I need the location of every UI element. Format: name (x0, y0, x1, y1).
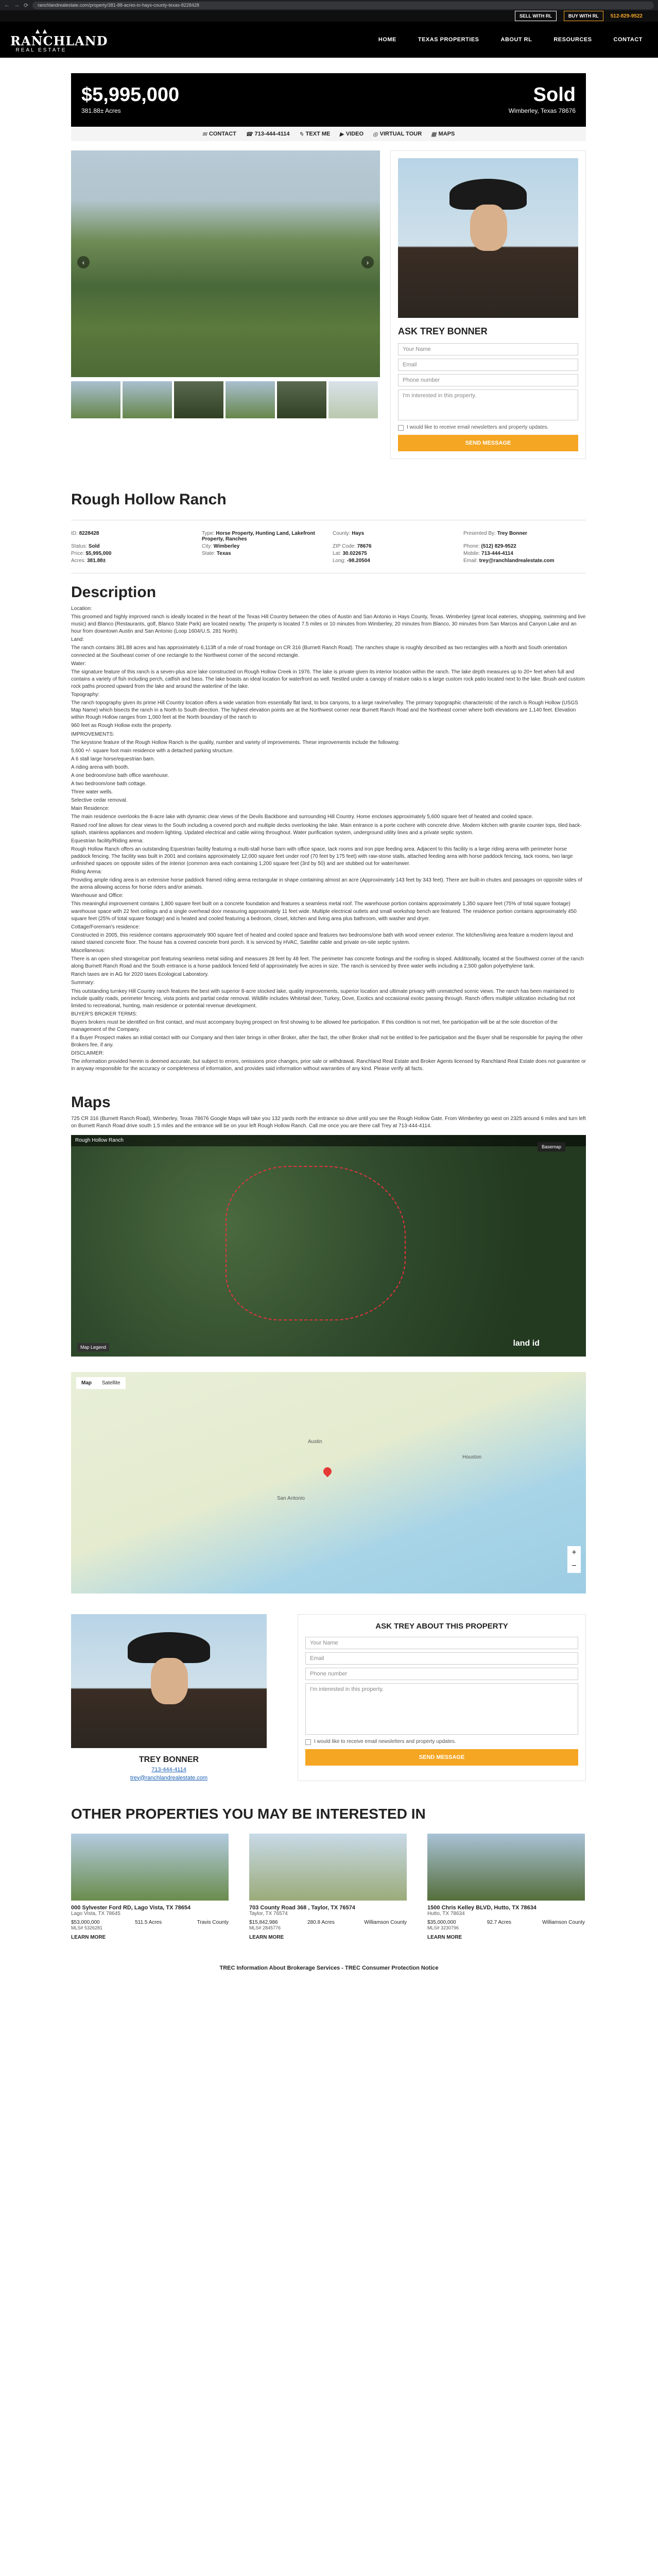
property-card[interactable] (71, 1834, 229, 1940)
property-photo[interactable] (427, 1834, 585, 1901)
property-stats (249, 1920, 407, 1925)
fact-label: Lat: (333, 551, 341, 556)
tour-action-label: VIRTUAL TOUR (379, 131, 422, 137)
menu-contact[interactable]: CONTACT (613, 37, 643, 43)
fact-cell (202, 544, 324, 549)
fact-value: Hays (352, 531, 365, 536)
property-photo[interactable] (249, 1834, 407, 1901)
fact-value: $5,995,000 (85, 551, 112, 556)
property-acres: 511.5 Acres (135, 1919, 162, 1925)
name-input[interactable]: Your Name (398, 343, 578, 355)
mail-icon: ✉ (202, 131, 207, 138)
fact-value: 78676 (357, 544, 372, 549)
fact-value[interactable]: trey@ranchlandrealestate.com (479, 558, 555, 564)
fact-label: Acres: (71, 558, 86, 564)
name-input[interactable]: Your Name (305, 1637, 578, 1649)
learn-more-link[interactable]: LEARN MORE (249, 1934, 284, 1940)
property-mls: MLS# 3230796 (427, 1925, 459, 1930)
property-city: Lago Vista, TX 78645 (71, 1910, 120, 1917)
satellite-map-title: Rough Hollow Ranch (71, 1135, 586, 1146)
description-paragraph: Raised roof line allows for clear views to the South including a covered porch and multiple decks overlooking the lake. Main entrance is a porte cochere with concrete drive. Modern kitchen with granite counter tops, tiled back-splash, stainless appliances and modern lighting. Updated electrical and cable wiring throughout. Water purification system, underground utility lines and a private septic system. (71, 822, 582, 836)
fact-cell (333, 544, 455, 549)
learn-more-link[interactable]: LEARN MORE (71, 1934, 106, 1940)
fact-cell (333, 551, 455, 556)
description-paragraph: The information provided herein is deemed accurate, but subject to errors, omissions price changes, prior sale or withdrawal. Ranchland Real Estate and Broker Agents licensed by Ranchland Real Estate does not guarantee or in anyway responsible for the accuracy or completeness of information, and provides said information without warranties of any kind. Please verify all facts. (71, 1059, 586, 1072)
maps-section (71, 1115, 586, 1594)
newsletter-optin[interactable] (305, 1739, 578, 1745)
email-input[interactable]: Email (398, 359, 578, 371)
map-legend-button[interactable]: Map Legend (77, 1343, 109, 1351)
header-phone-link[interactable]: 512-829-9522 (610, 13, 643, 19)
fact-cell (202, 551, 324, 556)
menu-home[interactable]: HOME (378, 37, 396, 43)
contact-agent-photo (71, 1614, 267, 1748)
tour-action[interactable] (373, 131, 422, 138)
fact-value[interactable]: (512) 829-9522 (481, 544, 516, 549)
other-properties-title: OTHER PROPERTIES YOU MAY BE INTERESTED IN (71, 1805, 426, 1822)
fact-label: Type: (202, 531, 215, 536)
logo-mark-icon: ▲▲ (34, 26, 48, 35)
listing-title: Rough Hollow Ranch (71, 491, 227, 508)
message-input[interactable]: I'm interested in this property. (305, 1683, 578, 1735)
tab-satellite[interactable]: Satellite (102, 1380, 120, 1386)
phone-input[interactable]: Phone number (305, 1668, 578, 1680)
description-paragraph: The keystone feature of the Rough Hollow Ranch is the quality, number and variety of improvements. These improvements include the following: (71, 739, 400, 745)
description-paragraph: Riding Arena: (71, 869, 102, 875)
google-map[interactable] (71, 1372, 586, 1594)
fact-value: Wimberley (213, 544, 240, 549)
property-acres: 92.7 Acres (487, 1919, 512, 1925)
thumbnail[interactable] (174, 381, 223, 418)
description-paragraph: Summary: (71, 980, 95, 986)
fact-value: Trey Bonner (497, 531, 527, 536)
description-paragraph: Three water wells. (71, 789, 113, 795)
fact-cell (71, 551, 194, 556)
description-paragraph: Topography: (71, 692, 100, 698)
contact-form-title: ASK TREY ABOUT THIS PROPERTY (375, 1621, 508, 1631)
satellite-map[interactable] (71, 1135, 586, 1357)
description-paragraph: Location: (71, 606, 92, 612)
description-paragraph: BUYER'S BROKER TERMS: (71, 1011, 137, 1017)
description-paragraph: Land: (71, 637, 84, 643)
optin-checkbox[interactable] (305, 1739, 311, 1745)
video-action[interactable] (339, 131, 363, 138)
description-paragraph: Miscellaneous: (71, 948, 106, 954)
property-county: Travis County (197, 1919, 229, 1925)
fact-value: Sold (88, 544, 100, 549)
menu-about[interactable]: ABOUT RL (500, 37, 532, 43)
property-address[interactable]: 1500 Chris Kelley BLVD, Hutto, TX 78634 (427, 1904, 536, 1911)
reload-icon[interactable]: ⟳ (24, 2, 29, 9)
property-mls: MLS# 2845776 (249, 1925, 281, 1930)
optin-label: I would like to receive email newsletters and property updates. (407, 425, 549, 430)
listing-status: Sold (533, 84, 576, 106)
fact-value: Texas (216, 551, 231, 556)
description-paragraph: This outstanding turnkey Hill Country ranch features the best with superior 8-acre stocked lake, quality improvements, superior location and ultimate privacy with unmatched scenic views. The ranch has been maintained to include quality roads, perimeter fencing, vista points and partial cedar removal. Wildlife includes Whitetail deer, Turkey, Dove, Exotics and occasional exotic passing through. Ranch offers multiple utilization including but not limited to recreational, hunting, main residence or potential revenue development. (71, 988, 576, 1009)
fact-cell (71, 544, 194, 549)
fact-label: Phone: (463, 544, 480, 549)
fact-cell (463, 531, 586, 542)
contact-action-label: CONTACT (209, 131, 236, 137)
property-city: Taylor, TX 76574 (249, 1910, 288, 1917)
property-photo[interactable] (71, 1834, 229, 1901)
description-paragraph: IMPROVEMENTS: (71, 731, 114, 737)
fact-cell (463, 551, 586, 556)
property-city: Hutto, TX 78634 (427, 1910, 465, 1917)
phone-icon: ☎ (245, 131, 253, 138)
property-acres: 280.8 Acres (307, 1919, 335, 1925)
fact-cell (333, 558, 455, 564)
chat-icon: ✎ (299, 131, 304, 138)
newsletter-optin[interactable] (398, 425, 578, 431)
fact-label: Email: (463, 558, 478, 564)
map-city-label: Austin (308, 1438, 322, 1445)
property-county: Williamson County (364, 1919, 407, 1925)
description-paragraph: Cottage/Foreman's residence: (71, 924, 140, 930)
buy-with-rl-button[interactable]: BUY WITH RL (564, 11, 603, 21)
tour-icon: ◎ (373, 131, 378, 138)
agent-heading: ASK TREY BONNER (398, 326, 488, 336)
description-paragraph: Water: (71, 660, 86, 667)
description-title: Description (71, 584, 157, 601)
contact-agent-email[interactable]: trey@ranchlandrealestate.com (130, 1774, 207, 1781)
logo-name: RANCHLAND (10, 33, 108, 48)
logo-sub: REAL ESTATE (15, 47, 67, 53)
description-paragraph: Providing ample riding area is an extensive horse paddock framed riding arena rectangular in shape containing almost an acre (Approximately 143 feet by 343 feet). There are built-in chutes and passages on opposite sides of the arena allowing access for horse riders and/or animals. (71, 877, 582, 891)
fact-label: Presented By: (463, 531, 496, 536)
call-action[interactable] (246, 131, 290, 138)
maps-action[interactable] (431, 131, 455, 138)
description-paragraph: Selective cedar removal. (71, 798, 128, 804)
description-body (71, 605, 586, 1073)
description-paragraph: The signature feature of this ranch is a seven-plus acre lake constructed on Rough Hollow Creek in 1976. The lake is private given its interior location within the ranch. The lake depth measures up to 20+ feet when full and contains a variety of fish including perch, catfish and bass. The lake boasts an ideal location for waterfront as well. Nestled under a canopy of mature oaks is a large custom rock patio located next to the lake. Brush and custom rock paths proceed upward from the lake and around the waterline of the lake. (71, 669, 585, 689)
fact-cell (333, 531, 455, 542)
main-menu (378, 37, 643, 43)
basemap-button[interactable]: Basemap (538, 1142, 565, 1151)
maps-title: Maps (71, 1093, 111, 1111)
description-paragraph: The main residence overlooks the 8-acre lake with dynamic clear views of the Devils Backbone and surrounding Hill Country. Home encloses approximately 5,600 square feet of heated and cooled space. (71, 814, 533, 820)
fact-cell (463, 558, 586, 564)
map-type-tabs (76, 1377, 126, 1389)
description-paragraph: Main Residence: (71, 806, 110, 812)
contact-agent-phone[interactable]: 713-444-4114 (151, 1766, 186, 1773)
property-card[interactable] (249, 1834, 407, 1940)
fact-label: Status: (71, 544, 88, 549)
contact-action[interactable] (202, 131, 236, 138)
video-icon: ▶ (339, 131, 344, 138)
listing-price: $5,995,000 (81, 84, 180, 106)
message-input[interactable]: I'm interested in this property. (398, 389, 578, 420)
text-action-label: TEXT ME (305, 131, 331, 137)
agent-face (470, 205, 507, 251)
fact-label: County: (333, 531, 351, 536)
fact-label: State: (202, 551, 216, 556)
address-bar[interactable]: ranchlandrealestate.com/property/381-88-acres-in-hays-county-texas-8228428 (32, 2, 654, 9)
fact-label: Price: (71, 551, 84, 556)
email-input[interactable]: Email (305, 1652, 578, 1665)
fact-cell (202, 531, 324, 542)
text-action[interactable] (299, 131, 330, 138)
map-pin-icon[interactable] (322, 1465, 334, 1477)
description-paragraph: The ranch topography given its prime Hill Country location offers a wide variation from essentially flat land, to box canyons, to a large ravine/valley. The primary topographic characteristic of the ranch is Rough Hollow (USGS Map Name) which bisects the ranch in a North to South direction. The highest elevation points are at the Northwest corner near Burnett Ranch Road and the Northeast corner where both elevations are 1,140 feet. Elevation within Rough Hollow ranges from 1,060 feet at the North boundary of the ranch to (71, 700, 578, 721)
fact-cell (202, 558, 324, 564)
fact-label: ID: (71, 531, 78, 536)
learn-more-link[interactable]: LEARN MORE (427, 1934, 462, 1940)
property-address[interactable]: 000 Sylvester Ford RD, Lago Vista, TX 78654 (71, 1904, 191, 1911)
directions-note: 725 CR 316 (Burnett Ranch Road), Wimberley, Texas 78676 Google Maps will take you 132 yards north the entrance so drive until you see the Rough Hollow Gate. From Wimberley go west on 2325 around 6 miles and turn left on Burnett Ranch Road drive south 1.5 miles and the entrance will be on your left Rough Hollow Ranch. Call me once you are there call Trey at 713-444-4114. (71, 1115, 586, 1129)
property-stats (71, 1920, 229, 1925)
main-photo[interactable] (71, 150, 380, 377)
description-paragraph: Constructed in 2005, this residence contains approximately 900 square feet of heated and cooled space and features two bedrooms/one bath with wood veneer exterior. The kitchen/living area feature a modern layout and raised stained concrete floor. The house has a covered concrete front porch. It is serviced by HVAC, Satellite cable and private on-site septic system. (71, 932, 573, 945)
fact-value[interactable]: 713-444-4114 (481, 551, 513, 556)
listing-location: Wimberley, Texas 78676 (508, 107, 576, 114)
property-address[interactable]: 703 County Road 368 , Taylor, TX 76574 (249, 1904, 355, 1911)
sell-with-rl-button[interactable]: SELL WITH RL (515, 11, 557, 21)
description-paragraph: If a Buyer Prospect makes an initial contact with our Company and then later brings in other Broker, after the fact, the other Broker shall not be entitled to fee participation and the Buyer shall be responsible for paying the other Brokers fee, if any. (71, 1035, 583, 1048)
listing-actions (71, 127, 586, 141)
map-icon: ▦ (431, 131, 437, 138)
gallery-and-agent (71, 150, 586, 459)
other-properties (71, 1834, 586, 1940)
map-city-label: Houston (462, 1454, 482, 1460)
forward-icon[interactable]: → (14, 2, 20, 8)
description-paragraph: DISCLAIMER: (71, 1050, 104, 1057)
menu-resources[interactable]: RESOURCES (553, 37, 592, 43)
description-paragraph: This meaningful improvement contains 1,800 square feet built on a concrete foundation and features a seamless metal roof. The warehouse portion contains approximately 1,350 square feet (75% of total square footage) warehouse space with 22 feet ceilings and a single overhead door measuring approximately 11 feet wide. Multiple electrical outlets and small workshop bench are featured. The residence portion contains approximately 450 square feet (25% of total square footage) and is heated and cooled featuring a bedroom, closet, kitchen and living area plus bathroom, with washer and dryer. (71, 901, 577, 922)
description-paragraph: Equestrian facility/Riding arena: (71, 838, 144, 844)
thumbnail[interactable] (71, 381, 120, 418)
photo-gallery (71, 150, 380, 459)
send-message-button[interactable]: SEND MESSAGE (398, 435, 578, 451)
fact-label: ZIP Code: (333, 544, 356, 549)
fact-label: Mobile: (463, 551, 480, 556)
fact-label: City: (202, 544, 212, 549)
fact-value: 381.88± (87, 558, 106, 564)
browser-chrome (0, 0, 658, 10)
fact-value: -98.20504 (347, 558, 370, 564)
description-paragraph: There is an open shed storage/car port featuring seamless metal siding and measures 28 feet by 48 feet. The perimeter has concrete footings and the roofing is sloped. Additionally, located at the Southwest corner of the ranch along Burnett Ranch Road and the South entrance is a horse paddock fenced field of approximately five acres in size. The ranch is serviced by three water wells including a 2,500 gallon polyethylene tank. (71, 956, 584, 970)
description-paragraph: Warehouse and Office: (71, 893, 124, 899)
property-stats (427, 1920, 585, 1925)
contact-section (71, 1614, 586, 1781)
property-price: $35,000,000 (427, 1919, 456, 1925)
parcel-boundary (226, 1166, 406, 1320)
description-paragraph: 5,600 +/- square foot main residence with a detached parking structure. (71, 748, 234, 754)
tab-map[interactable]: Map (81, 1380, 92, 1386)
property-price: $15,842,986 (249, 1919, 278, 1925)
back-icon[interactable]: ← (4, 2, 10, 8)
description-paragraph: A 6 stall large horse/equestrian barn. (71, 756, 155, 762)
contact-form (298, 1614, 586, 1781)
optin-checkbox[interactable] (398, 425, 404, 431)
listing-facts (71, 531, 586, 564)
thumbnail[interactable] (226, 381, 275, 418)
price-bar (71, 73, 586, 127)
phone-input[interactable]: Phone number (398, 374, 578, 386)
send-message-button[interactable]: SEND MESSAGE (305, 1749, 578, 1766)
description-paragraph: Ranch taxes are in AG for 2020 taxes Ecological Laboratory. (71, 972, 209, 978)
menu-texas-properties[interactable]: TEXAS PROPERTIES (418, 37, 479, 43)
description-paragraph: A riding arena with booth. (71, 764, 129, 770)
fact-value: 30.022675 (342, 551, 367, 556)
agent-face (151, 1658, 188, 1704)
prev-photo-icon[interactable]: ‹ (77, 256, 90, 268)
agent-photo (398, 158, 578, 318)
description-paragraph: This groomed and highly improved ranch is ideally located in the heart of the Texas Hill Country between the cities of Austin and San Antonio in Hays County, Texas. Wimberley (great local eateries, shopping, swimming and live music) and Blanco (Restaurants, golf, Blanco State Park) are located nearby. The property is located 7.5 miles or 10 minutes from Wimberley, 20 minutes from Blanco, 30 minutes from San Marcos and Canyon Lake and an hour from downtown Austin and San Antonio (Loop 1604/U.S. 281 North). (71, 614, 586, 635)
listing-acres: 381.88± Acres (81, 107, 121, 114)
maps-action-label: MAPS (438, 131, 455, 137)
description-paragraph: A one bedroom/one bath office warehouse. (71, 772, 169, 778)
description-paragraph: A two bedroom/one bath cottage. (71, 781, 147, 787)
description-paragraph: Rough Hollow Ranch offers an outstanding Equestrian facility featuring a multi-stall horse barn with office space, tack rooms and iron pipe feeding area. Adjacent to this facility is a large riding arena with perimeter horse paddock fencing. The facility was built in 2001 and contains approximately 12,000 square feet under roof (70 feet by 175 feet) with raw-stone stalls, attached feeding area with horse paddock fencing, tack rooms, two large unfinished spaces on opposite sides of the interior (common area each containing 1,200 square feet (3rd by 50) and are stubbed out for water/sewer. (71, 846, 573, 867)
zoom-controls[interactable]: + − (567, 1546, 581, 1573)
description-paragraph: Buyers brokers must be identified on first contact, and must accompany buying prospect on first showing to be allowed fee participation. If this condition is not met, fee participation will be at the sole discretion of the management of the Company. (71, 1019, 558, 1032)
thumbnail[interactable] (328, 381, 378, 418)
call-action-label: 713-444-4114 (254, 131, 290, 137)
property-county: Williamson County (542, 1919, 585, 1925)
trec-links[interactable]: TREC Information About Brokerage Services - TREC Consumer Protection Notice (219, 1964, 439, 1971)
optin-label: I would like to receive email newsletters and property updates. (314, 1738, 456, 1744)
thumbnail-strip (71, 381, 380, 418)
land-id-logo: land id (513, 1338, 540, 1348)
property-price: $53,000,000 (71, 1919, 100, 1925)
site-logo[interactable] (10, 26, 108, 53)
property-mls: MLS# 5326281 (71, 1925, 103, 1930)
thumbnail[interactable] (277, 381, 326, 418)
thumbnail[interactable] (123, 381, 172, 418)
video-action-label: VIDEO (345, 131, 364, 137)
agent-card (390, 150, 586, 459)
description-paragraph: 960 feet as Rough Hollow exits the property. (71, 723, 172, 729)
fact-cell (463, 544, 586, 549)
contact-agent (71, 1614, 267, 1781)
fact-label: Long: (333, 558, 346, 564)
fact-cell (71, 558, 194, 564)
property-card[interactable] (427, 1834, 585, 1940)
fact-value: 8228428 (79, 531, 99, 536)
fact-value: Horse Property, Hunting Land, Lakefront Property, Ranches (202, 531, 315, 542)
next-photo-icon[interactable]: › (361, 256, 374, 268)
description-paragraph: The ranch contains 381.88 acres and has approximately 6,113ft of a mile of road frontage on CR 316 (Burnett Ranch Road). The ranches shape is roughly described as two rectangles with a North and South orientation connected at the Southeast corner of one rectangle to the Northwest corner of the second rectangle. (71, 645, 567, 658)
map-city-label: San Antonio (277, 1495, 305, 1501)
contact-agent-name: TREY BONNER (138, 1755, 199, 1764)
site-header (0, 22, 658, 58)
utility-bar (0, 10, 658, 22)
fact-cell (71, 531, 194, 542)
